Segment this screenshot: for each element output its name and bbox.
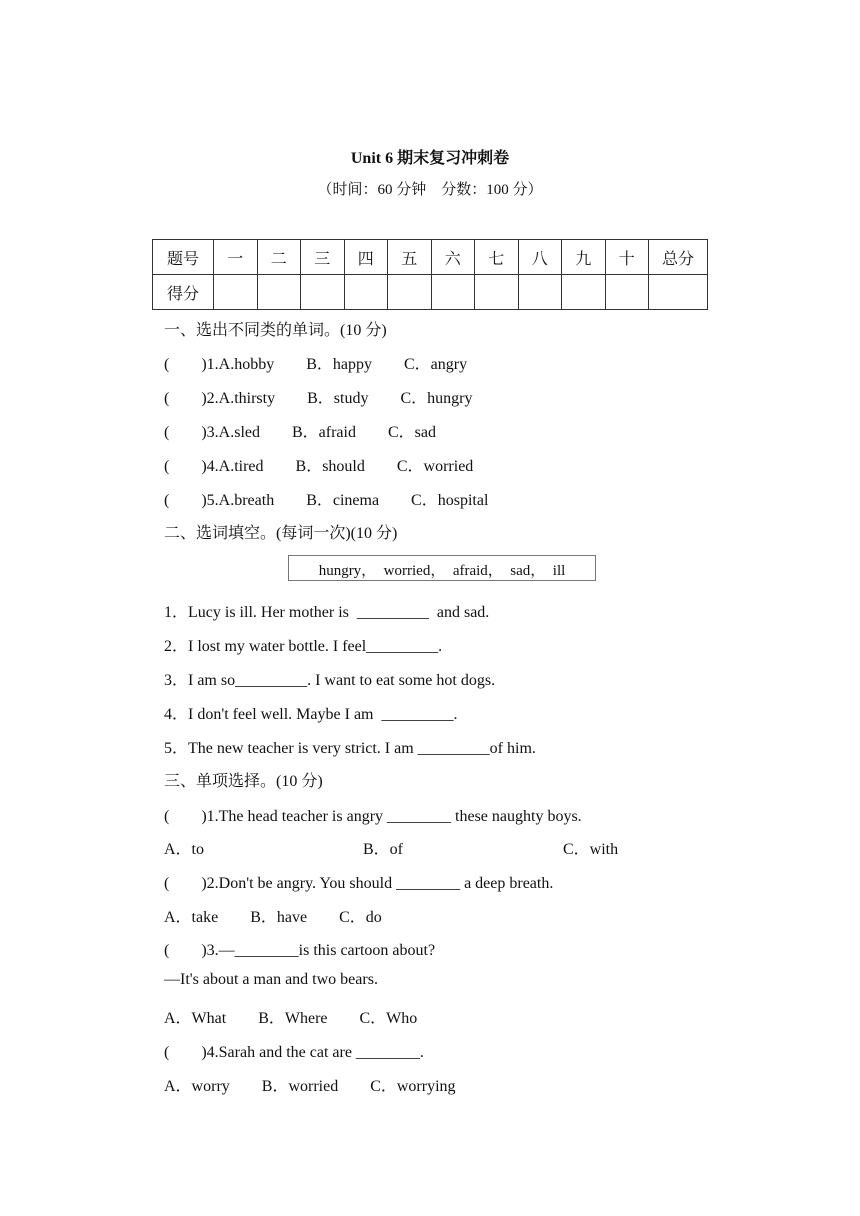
option-c: C．with <box>563 841 619 858</box>
score-header-cell: 五 <box>388 240 432 275</box>
score-cell[interactable] <box>431 275 475 310</box>
score-header-cell: 十 <box>605 240 649 275</box>
page-title: Unit 6 期末复习冲刺卷 <box>350 150 510 167</box>
score-header-cell: 一 <box>214 240 258 275</box>
question-item: 2．I lost my water bottle. I feel_________. <box>164 638 443 655</box>
word-bank-box: hungry， worried， afraid， sad， ill <box>288 555 596 581</box>
score-header-cell: 九 <box>562 240 606 275</box>
score-row-label: 得分 <box>153 275 214 310</box>
score-header-cell: 二 <box>257 240 301 275</box>
question-item: 4．I don't feel well. Maybe I am _________. <box>164 706 458 723</box>
question-item: ( )2.A.thirsty B．study C．hungry <box>164 390 473 407</box>
option-a: A．to <box>164 841 205 858</box>
score-cell[interactable] <box>344 275 388 310</box>
options-line: A．What B．Where C．Who <box>164 1010 418 1027</box>
score-header-cell: 三 <box>301 240 345 275</box>
question-item: ( )3.A.sled B．afraid C．sad <box>164 424 436 441</box>
question-item: 5．The new teacher is very strict. I am _________of him. <box>164 740 536 757</box>
question-item: ( )5.A.breath B．cinema C．hospital <box>164 492 489 509</box>
score-table-header-row <box>153 240 708 275</box>
option-b: B．of <box>363 841 404 858</box>
score-cell[interactable] <box>214 275 258 310</box>
options-line: A．take B．have C．do <box>164 909 382 926</box>
score-header-cell: 题号 <box>153 240 214 275</box>
score-header-cell: 四 <box>344 240 388 275</box>
section-heading: 一、选出不同类的单词。(10 分) <box>164 322 387 339</box>
exam-info: （时间：60 分钟 分数：100 分） <box>317 182 543 198</box>
section-heading: 三、单项选择。(10 分) <box>164 773 323 790</box>
score-cell[interactable] <box>518 275 562 310</box>
answer-line: —It's about a man and two bears. <box>164 971 378 988</box>
question-item: ( )4.A.tired B．should C．worried <box>164 458 474 475</box>
score-header-cell: 总分 <box>649 240 708 275</box>
question-item: 3．I am so_________. I want to eat some hot dogs. <box>164 672 496 689</box>
options-line: A．worry B．worried C．worrying <box>164 1078 456 1095</box>
score-cell[interactable] <box>301 275 345 310</box>
question-item: ( )1.The head teacher is angry ________ these naughty boys. <box>164 808 582 825</box>
score-header-cell: 七 <box>475 240 519 275</box>
score-table-score-row <box>153 275 708 310</box>
question-item: ( )3.—________is this cartoon about? <box>164 942 436 959</box>
score-cell[interactable] <box>649 275 708 310</box>
score-header-cell: 六 <box>431 240 475 275</box>
question-item: 1．Lucy is ill. Her mother is _________ and sad. <box>164 604 490 621</box>
score-cell[interactable] <box>388 275 432 310</box>
question-item: ( )2.Don't be angry. You should ________ a deep breath. <box>164 875 554 892</box>
question-item: ( )4.Sarah and the cat are ________. <box>164 1044 424 1061</box>
score-cell[interactable] <box>257 275 301 310</box>
score-table <box>152 239 708 310</box>
question-item: ( )1.A.hobby B．happy C．angry <box>164 356 468 373</box>
score-cell[interactable] <box>475 275 519 310</box>
score-cell[interactable] <box>562 275 606 310</box>
score-cell[interactable] <box>605 275 649 310</box>
score-header-cell: 八 <box>518 240 562 275</box>
section-heading: 二、选词填空。(每词一次)(10 分) <box>164 525 398 542</box>
